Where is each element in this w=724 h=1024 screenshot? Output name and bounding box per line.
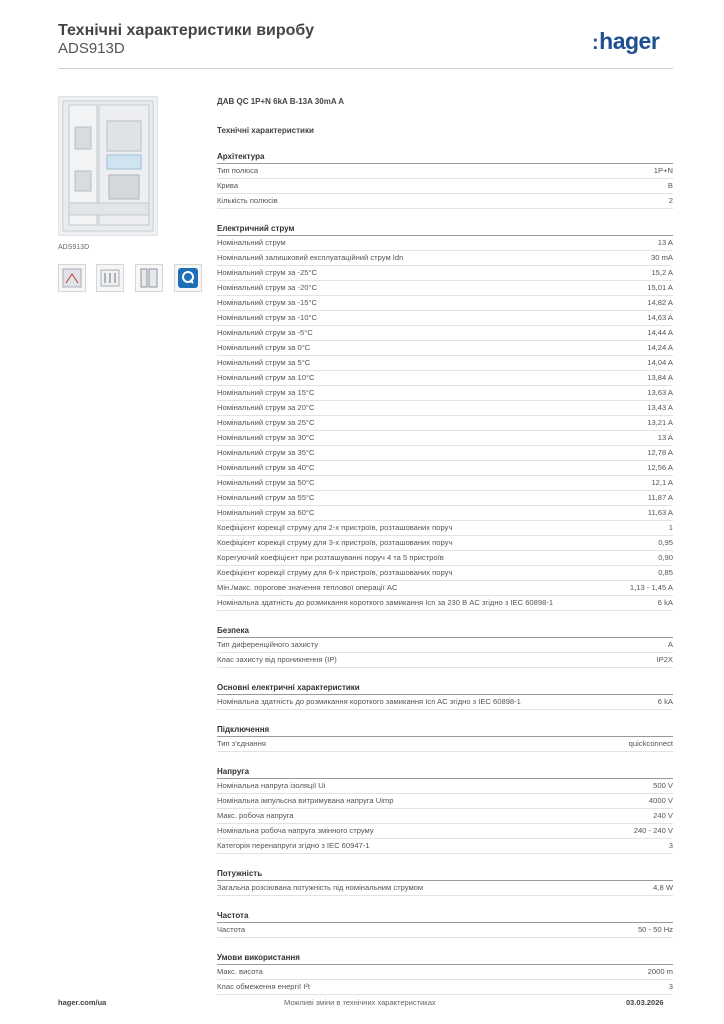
spec-row bbox=[217, 809, 673, 824]
spec-section bbox=[217, 868, 673, 896]
spec-value: 500 V bbox=[653, 781, 673, 790]
spec-label: Номінальний струм за 20°C bbox=[217, 403, 315, 412]
spec-label: Тип полюса bbox=[217, 166, 259, 175]
spec-value: 11,87 A bbox=[647, 493, 673, 502]
spec-sections bbox=[217, 151, 673, 995]
spec-row bbox=[217, 566, 673, 581]
spec-value: 0,95 bbox=[658, 538, 673, 547]
spec-row bbox=[217, 779, 673, 794]
logo-text: hager bbox=[599, 28, 660, 54]
spec-value: 12,1 A bbox=[651, 478, 673, 487]
spec-row bbox=[217, 446, 673, 461]
spec-value: 12,78 A bbox=[647, 448, 673, 457]
spec-row bbox=[217, 965, 673, 980]
spec-value: 30 mA bbox=[651, 253, 673, 262]
spec-row bbox=[217, 881, 673, 896]
product-image[interactable] bbox=[58, 96, 158, 236]
spec-value: 4000 V bbox=[648, 796, 673, 805]
spec-label: Номінальний струм за 55°C bbox=[217, 493, 315, 502]
spec-value: 14,82 A bbox=[647, 298, 673, 307]
spec-section bbox=[217, 952, 673, 995]
section-title: Електричний струм bbox=[217, 223, 673, 236]
spec-label: Номінальний струм за 40°C bbox=[217, 463, 315, 472]
spec-row bbox=[217, 401, 673, 416]
spec-value: 13 A bbox=[657, 238, 673, 247]
spec-row bbox=[217, 551, 673, 566]
spec-row bbox=[217, 839, 673, 854]
spec-value: 13,21 A bbox=[647, 418, 673, 427]
spec-row bbox=[217, 371, 673, 386]
spec-row bbox=[217, 236, 673, 251]
spec-row bbox=[217, 281, 673, 296]
spec-row bbox=[217, 164, 673, 179]
spec-value: 3 bbox=[668, 982, 673, 991]
spec-label: Корегуючий коефіцієнт при розташуванні поруч 4 та 5 пристроїв bbox=[217, 553, 444, 562]
product-name: ДАВ QC 1P+N 6kA B-13A 30mA A bbox=[217, 97, 344, 106]
spec-value: 13 A bbox=[657, 433, 673, 442]
spec-value: 12,56 A bbox=[647, 463, 673, 472]
spec-row bbox=[217, 596, 673, 611]
section-title: Підключення bbox=[217, 724, 673, 737]
spec-row bbox=[217, 737, 673, 752]
spec-row bbox=[217, 824, 673, 839]
spec-value: 13,63 A bbox=[647, 388, 673, 397]
spec-label: Номінальний струм за 30°C bbox=[217, 433, 315, 442]
hager-logo[interactable]: :hager bbox=[592, 28, 660, 54]
spec-value: 2 bbox=[668, 196, 673, 205]
spec-value: 1 bbox=[668, 523, 673, 532]
spec-section bbox=[217, 223, 673, 611]
footer-note: Можливі зміни в технічних характеристиках bbox=[284, 998, 436, 1007]
spec-label: Номінальний струм за 60°C bbox=[217, 508, 315, 517]
spec-section bbox=[217, 766, 673, 854]
section-title: Потужність bbox=[217, 868, 673, 881]
spec-label: Номінальний залишковий експлуатаційний струм Idn bbox=[217, 253, 404, 262]
spec-value: A bbox=[667, 640, 673, 649]
section-title: Архітектура bbox=[217, 151, 673, 164]
spec-value: 13,43 A bbox=[647, 403, 673, 412]
spec-row bbox=[217, 431, 673, 446]
spec-row bbox=[217, 476, 673, 491]
product-code-header: ADS913D bbox=[58, 40, 125, 57]
spec-row bbox=[217, 491, 673, 506]
spec-value: B bbox=[667, 181, 673, 190]
spec-label: Номінальний струм за 25°C bbox=[217, 418, 315, 427]
section-title: Основні електричні характеристики bbox=[217, 682, 673, 695]
spec-label: Коефіцієнт корекції струму для 2-х пристроїв, розташованих поруч bbox=[217, 523, 453, 532]
spec-label: Номінальний струм за 35°C bbox=[217, 448, 315, 457]
spec-value: 6 kA bbox=[657, 598, 673, 607]
spec-row bbox=[217, 266, 673, 281]
spec-label: Крива bbox=[217, 181, 239, 190]
spec-value: IP2X bbox=[656, 655, 673, 664]
spec-content bbox=[217, 95, 673, 995]
spec-label: Номінальна імпульсна витримувана напруга Uimp bbox=[217, 796, 394, 805]
spec-value: 50 - 50 Hz bbox=[637, 925, 673, 934]
tech-specs-heading: Технічні характеристики bbox=[217, 126, 314, 135]
spec-value: 4,8 W bbox=[653, 883, 673, 892]
spec-row bbox=[217, 179, 673, 194]
thumbnail-diagram-image[interactable] bbox=[96, 264, 124, 292]
spec-value: 240 - 240 V bbox=[633, 826, 673, 835]
spec-label: Загальна розсіювана потужність під номінальним струмом bbox=[217, 883, 424, 892]
spec-row bbox=[217, 341, 673, 356]
spec-row bbox=[217, 695, 673, 710]
spec-value: 15,2 A bbox=[651, 268, 673, 277]
spec-label: Частота bbox=[217, 925, 246, 934]
spec-value: 14,63 A bbox=[647, 313, 673, 322]
spec-section bbox=[217, 682, 673, 710]
spec-label: Номінальний струм за -5°C bbox=[217, 328, 313, 337]
spec-label: Номінальний струм за -10°C bbox=[217, 313, 317, 322]
header-divider bbox=[58, 68, 673, 69]
spec-value: 6 kA bbox=[657, 697, 673, 706]
spec-value: 240 V bbox=[653, 811, 673, 820]
thumbnail-quickconnect-image[interactable] bbox=[174, 264, 202, 292]
spec-label: Номінальна робоча напруга змінного струму bbox=[217, 826, 374, 835]
spec-label: Номінальний струм за 10°C bbox=[217, 373, 315, 382]
spec-label: Номінальний струм за -25°C bbox=[217, 268, 317, 277]
spec-label: Номінальний струм за 50°C bbox=[217, 478, 315, 487]
spec-row bbox=[217, 251, 673, 266]
spec-row bbox=[217, 923, 673, 938]
spec-row bbox=[217, 326, 673, 341]
spec-label: Макс. висота bbox=[217, 967, 263, 976]
section-title: Умови використання bbox=[217, 952, 673, 965]
spec-row bbox=[217, 296, 673, 311]
spec-row bbox=[217, 506, 673, 521]
product-image-caption: ADS913D bbox=[58, 244, 90, 251]
spec-label: Коефіцієнт корекції струму для 3-х пристроїв, розташованих поруч bbox=[217, 538, 453, 547]
section-title: Частота bbox=[217, 910, 673, 923]
spec-label: Номінальний струм за 0°C bbox=[217, 343, 311, 352]
spec-value: 15,01 A bbox=[647, 283, 673, 292]
spec-row bbox=[217, 461, 673, 476]
spec-label: Номінальний струм за 5°C bbox=[217, 358, 311, 367]
spec-label: Номінальна напруга ізоляції Ui bbox=[217, 781, 326, 790]
spec-row bbox=[217, 194, 673, 209]
spec-row bbox=[217, 386, 673, 401]
footer-website-link[interactable]: hager.com/ua bbox=[58, 998, 107, 1007]
spec-row bbox=[217, 521, 673, 536]
spec-section bbox=[217, 910, 673, 938]
spec-row bbox=[217, 536, 673, 551]
section-title: Безпека bbox=[217, 625, 673, 638]
spec-label: Номінальний струм bbox=[217, 238, 286, 247]
spec-section bbox=[217, 151, 673, 209]
section-title: Напруга bbox=[217, 766, 673, 779]
spec-value: 13,84 A bbox=[647, 373, 673, 382]
spec-label: Тип диференційного захисту bbox=[217, 640, 319, 649]
spec-row bbox=[217, 638, 673, 653]
spec-value: 14,04 A bbox=[647, 358, 673, 367]
spec-row bbox=[217, 311, 673, 326]
spec-row bbox=[217, 581, 673, 596]
spec-row bbox=[217, 794, 673, 809]
spec-row bbox=[217, 653, 673, 668]
spec-row bbox=[217, 416, 673, 431]
spec-row bbox=[217, 356, 673, 371]
spec-label: Клас захисту від проникнення (IP) bbox=[217, 655, 337, 664]
spec-value: 0,85 bbox=[658, 568, 673, 577]
spec-value: 14,24 A bbox=[647, 343, 673, 352]
spec-label: Мін./макс. порогове значення теплової операції AC bbox=[217, 583, 398, 592]
spec-value: 11,63 A bbox=[647, 508, 673, 517]
spec-value: 2000 m bbox=[647, 967, 673, 976]
spec-label: Тип з'єднання bbox=[217, 739, 266, 748]
spec-value: quickconnect bbox=[628, 739, 673, 748]
spec-value: 14,44 A bbox=[647, 328, 673, 337]
spec-label: Номінальний струм за 15°C bbox=[217, 388, 315, 397]
spec-label: Кількість полюсів bbox=[217, 196, 278, 205]
thumbnail-dimensions-image[interactable] bbox=[135, 264, 163, 292]
spec-value: 1,13 - 1,45 A bbox=[629, 583, 673, 592]
spec-label: Номінальний струм за -20°C bbox=[217, 283, 317, 292]
spec-label: Номінальна здатність до розмикання короткого замикання Icn AC згідно з IEC 60898-1 bbox=[217, 697, 521, 706]
spec-label: Номінальна здатність до розмикання короткого замикання Icn за 230 В AC згідно з IEC 60898-1 bbox=[217, 598, 554, 607]
spec-section bbox=[217, 625, 673, 668]
spec-value: 3 bbox=[668, 841, 673, 850]
thumbnail-installation-image[interactable] bbox=[58, 264, 86, 292]
spec-section bbox=[217, 724, 673, 752]
spec-label: Макс. робоча напруга bbox=[217, 811, 294, 820]
spec-value: 1P+N bbox=[653, 166, 673, 175]
spec-row bbox=[217, 980, 673, 995]
spec-value: 0,90 bbox=[658, 553, 673, 562]
spec-label: Коефіцієнт корекції струму для 6-х пристроїв, розташованих поруч bbox=[217, 568, 453, 577]
page-title: Технічні характеристики виробу bbox=[58, 22, 314, 39]
spec-label: Категорія перенапруги згідно з IEC 60947-1 bbox=[217, 841, 370, 850]
footer-date: 03.03.2026 bbox=[626, 998, 664, 1007]
spec-label: Номінальний струм за -15°C bbox=[217, 298, 317, 307]
spec-label: Клас обмеження енергії I²t bbox=[217, 982, 310, 991]
